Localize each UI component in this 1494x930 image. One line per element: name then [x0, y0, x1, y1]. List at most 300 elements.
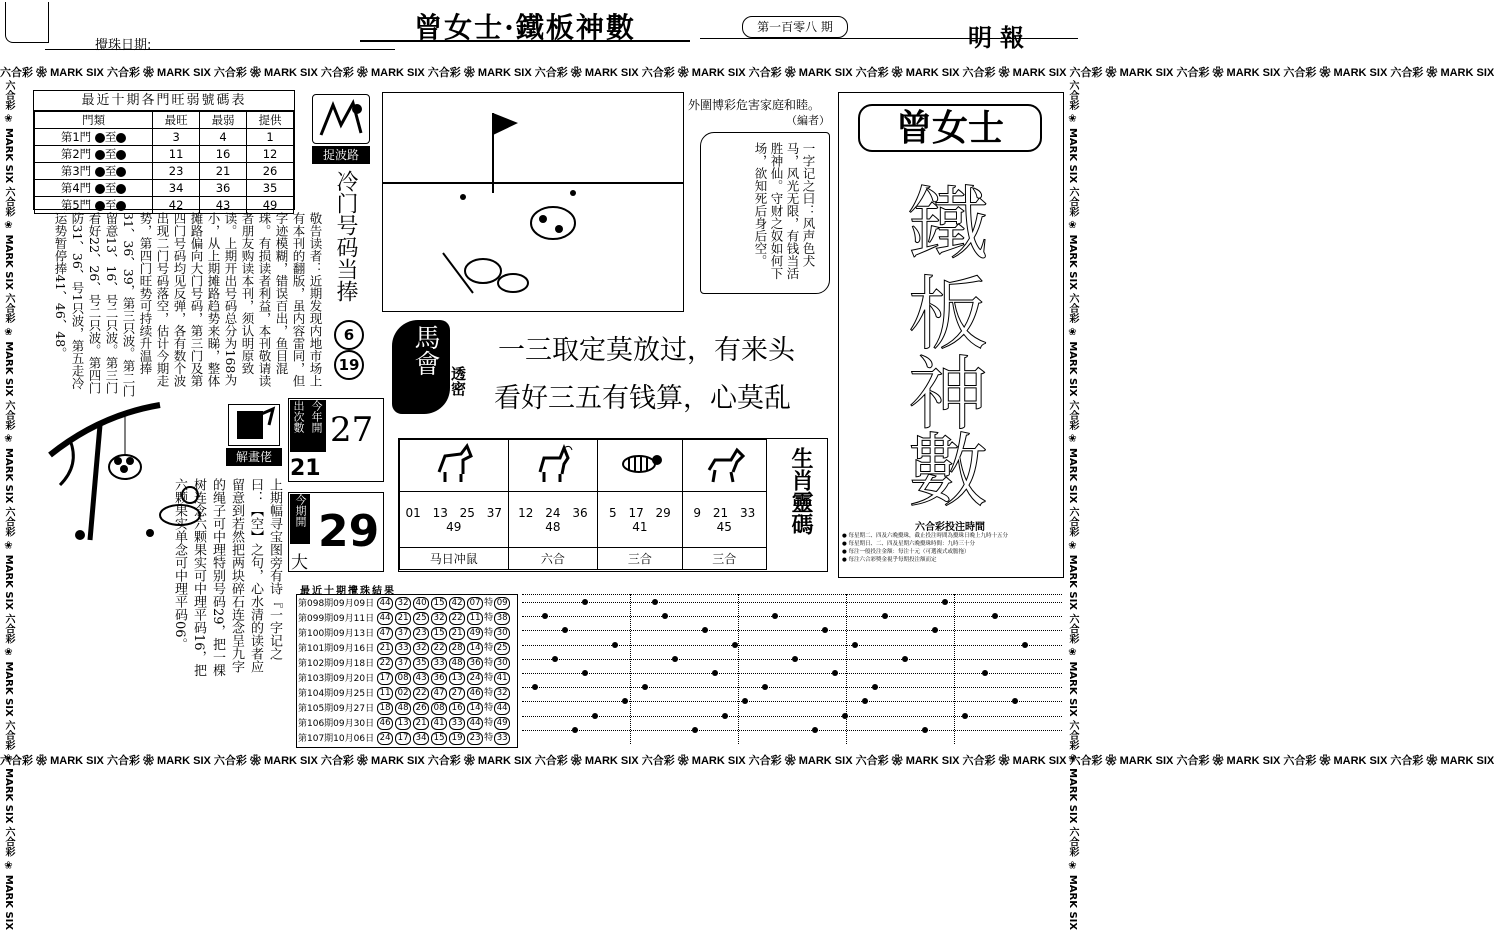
result-number: 21: [449, 627, 465, 640]
ball-icon: [116, 184, 126, 194]
horse-icon: [431, 442, 477, 486]
trend-dot: [922, 727, 928, 733]
editor-note: 外圍博彩危害家庭和睦。: [688, 98, 821, 112]
schedule-line: ● 每星期日、二、四及星期六晚攪珠時間：九時三十分: [842, 541, 976, 547]
special-label: 特: [484, 703, 494, 713]
special-label: 特: [484, 688, 494, 698]
stats-weak: 21: [200, 163, 247, 180]
result-number: 15: [431, 732, 447, 745]
result-number: 24: [467, 672, 483, 685]
trend-dot: [992, 613, 998, 619]
result-numbers: [375, 655, 512, 670]
stats-table: [34, 111, 294, 214]
trend-grid: [522, 586, 1062, 746]
title-char-3: 神: [908, 348, 988, 441]
stats-row: [35, 197, 294, 214]
special-label: 特: [484, 643, 494, 653]
result-number: 19: [449, 732, 465, 745]
zodiac-number: 37: [486, 505, 503, 520]
zodiac-number: 21: [712, 505, 729, 520]
trend-dot: [852, 642, 858, 648]
result-special: 30: [494, 627, 510, 640]
trend-dot: [662, 613, 668, 619]
result-number: 07: [467, 597, 483, 610]
ball-icon: [95, 133, 105, 143]
special-label: 特: [484, 673, 494, 683]
header-right-line: [700, 38, 1078, 39]
result-number: 44: [377, 612, 393, 625]
stats-row: [35, 180, 294, 197]
trend-row: [522, 687, 1062, 689]
trend-dot: [742, 698, 748, 704]
tiger-icon: [617, 442, 663, 486]
zodiac-icon-cell: [508, 440, 598, 492]
size-label: 大: [291, 553, 308, 573]
result-issue: 第103期09月20日: [298, 674, 375, 684]
trend-dot: [872, 684, 878, 690]
ball-icon: [95, 167, 105, 177]
result-number: 21: [377, 642, 393, 655]
trend-row: [522, 645, 1062, 647]
result-number: 11: [467, 612, 483, 625]
stats-header: 最旺: [153, 112, 200, 129]
range-label: 至: [104, 164, 117, 178]
trend-dot: [932, 627, 938, 633]
trend-dot: [792, 656, 798, 662]
stats-weak: 36: [200, 180, 247, 197]
trend-dot: [642, 684, 648, 690]
result-special: 32: [494, 687, 510, 700]
result-issue: 第100期09月13日: [298, 629, 375, 639]
result-number: 40: [413, 597, 429, 610]
zodiac-panel: [398, 438, 828, 572]
results-title: 最近十期攪珠結果: [300, 586, 396, 597]
result-number: 43: [413, 672, 429, 685]
zodiac-number: 17: [628, 505, 644, 520]
zodiac-number: 48: [545, 519, 561, 534]
schedule-title: 六合彩投注時間: [915, 522, 985, 533]
trend-dot: [1022, 642, 1028, 648]
year-draws-value: 27: [330, 410, 374, 450]
trend-dot: [672, 656, 678, 662]
result-special: 41: [494, 672, 510, 685]
result-row: [297, 595, 512, 610]
result-number: 26: [413, 702, 429, 715]
result-row: [297, 730, 512, 745]
zodiac-caption: 三合: [682, 548, 766, 570]
result-number: 17: [377, 672, 393, 685]
appear-label: 出次數: [290, 400, 308, 452]
result-special: 44: [494, 702, 510, 715]
ball-icon: [116, 133, 126, 143]
stats-door: [35, 129, 153, 146]
trend-dot: [862, 698, 868, 704]
zodiac-number: 9: [693, 505, 701, 520]
result-numbers: [375, 640, 512, 655]
poem-line-2: 看好三五有钱算，心莫乱: [494, 383, 791, 414]
result-number: 47: [377, 627, 393, 640]
zodiac-caption: 三合: [598, 548, 682, 570]
stats-door: [35, 180, 153, 197]
right-strip: 六合彩 ❀ MARK SIX 六合彩 ❀ MARK SIX 六合彩 ❀ MARK SIX 六合彩 ❀ MARK SIX 六合彩 ❀ MARK SIX 六合彩 ❀ MARK SIX 六合彩 ❀ MARK SIX 六合彩 ❀ MARK SIX: [1067, 80, 1078, 930]
zodiac-numbers: [598, 492, 682, 548]
result-special: 09: [494, 597, 510, 610]
range-label: 至: [104, 181, 117, 195]
result-special: 33: [494, 732, 510, 745]
trend-dot: [582, 670, 588, 676]
stats-row: [35, 146, 294, 163]
trend-dot: [612, 642, 618, 648]
result-number: 46: [377, 717, 393, 730]
stats-weak: 16: [200, 146, 247, 163]
trend-divider: [738, 594, 739, 744]
result-number: 13: [395, 717, 411, 730]
catch-wave-label: 捉波路: [312, 146, 370, 164]
horse-club-sub: 透密: [449, 366, 467, 396]
cold-number-2: 19: [334, 350, 364, 380]
zodiac-number: 41: [632, 519, 648, 534]
trend-dot: [842, 713, 848, 719]
trend-dot: [1012, 698, 1018, 704]
trend-dot: [572, 727, 578, 733]
trend-dot: [692, 727, 698, 733]
stats-hot: 3: [153, 129, 200, 146]
result-number: 37: [395, 657, 411, 670]
result-number: 32: [431, 612, 447, 625]
stats-hot: 11: [153, 146, 200, 163]
issue-number: 第一百零八 期: [742, 16, 848, 38]
result-issue: 第107期10月06日: [298, 734, 375, 744]
zodiac-number: 5: [608, 505, 617, 520]
result-issue: 第101期09月16日: [298, 644, 375, 654]
stats-door: [35, 146, 153, 163]
ball-icon: [116, 201, 126, 211]
trend-dot: [712, 670, 718, 676]
result-number: 48: [449, 657, 465, 670]
result-row: [297, 715, 512, 730]
stats-row: [35, 129, 294, 146]
stats-weak: 43: [200, 197, 247, 214]
page-title: 曾女士·鐵板神數: [360, 6, 690, 42]
result-issue: 第102期09月18日: [298, 659, 375, 669]
door-label: 第4門: [60, 181, 92, 195]
result-number: 14: [467, 642, 483, 655]
trend-dot: [812, 727, 818, 733]
draw-date-label: 攪珠日期:: [95, 38, 152, 53]
result-numbers: [375, 625, 512, 640]
special-label: 特: [484, 658, 494, 668]
stats-header: 最弱: [200, 112, 247, 129]
result-number: 27: [449, 687, 465, 700]
riddle-icon: [228, 404, 280, 446]
zodiac-number: 33: [739, 505, 756, 520]
trend-dot: [582, 599, 588, 605]
result-issue: 第104期09月25日: [298, 689, 375, 699]
trend-dot: [822, 627, 828, 633]
result-number: 22: [431, 642, 447, 655]
stats-row: [35, 163, 294, 180]
zodiac-side-label: 生肖靈碼: [788, 447, 814, 535]
trend-dot: [542, 613, 548, 619]
zodiac-number: 01: [405, 505, 421, 520]
stats-offer: 26: [247, 163, 294, 180]
result-number: 36: [467, 657, 483, 670]
result-row: [297, 670, 512, 685]
trend-dot: [722, 713, 728, 719]
trend-divider: [630, 594, 631, 744]
result-number: 14: [467, 702, 483, 715]
result-number: 21: [413, 717, 429, 730]
trend-dot: [532, 684, 538, 690]
title-char-4: 數: [908, 425, 988, 518]
cold-number-headline: 冷门号码当捧: [333, 170, 358, 302]
trend-dot: [592, 713, 598, 719]
ball-icon: [95, 184, 105, 194]
top-strip: 六合彩 ❀ MARK SIX 六合彩 ❀ MARK SIX 六合彩 ❀ MARK SIX 六合彩 ❀ MARK SIX 六合彩 ❀ MARK SIX 六合彩 ❀ MARK SIX 六合彩 ❀ MARK SIX 六合彩 ❀ MARK SIX 六合彩 ❀ MARK SIX 六合彩 ❀ MARK SIX 六合彩 ❀ MARK SIX 六合彩 ❀ MARK SIX 六合彩 ❀ MARK SIX 六合彩 ❀ MARK SIX: [0, 67, 1494, 79]
stats-door: [35, 197, 153, 214]
scroll-poem: 一字记之曰：风声色犬马，风光无限，有钱当活胜神仙。守财之奴如何下场，欲知死后身后空。: [753, 142, 816, 280]
poem-line-1: 一三取定莫放过，有来头: [498, 335, 795, 366]
left-strip: 六合彩 ❀ MARK SIX 六合彩 ❀ MARK SIX 六合彩 ❀ MARK SIX 六合彩 ❀ MARK SIX 六合彩 ❀ MARK SIX 六合彩 ❀ MARK SIX 六合彩 ❀ MARK SIX 六合彩 ❀ MARK SIX: [3, 80, 14, 930]
cold-number-1: 6: [334, 320, 364, 350]
this-issue-label: 今期開: [290, 494, 310, 544]
trend-dot: [652, 599, 658, 605]
result-number: 17: [395, 732, 411, 745]
result-row: [297, 625, 512, 640]
horse-club-label: 馬會: [410, 324, 440, 376]
result-number: 33: [449, 717, 465, 730]
range-label: 至: [104, 198, 117, 212]
riddle-text: 上期幅寻宝图旁有诗『一字记之曰：【空】之句，心水清的读者应留意到若然把两块碎石连念呈九字的绳子可中理特别号码29，把一棵树连念六颗果实可中理平码16，把六颗果实单念可中理平码06。: [172, 478, 282, 677]
result-number: 16: [449, 702, 465, 715]
year-draws-label: 今年開: [308, 400, 326, 452]
result-number: 42: [449, 597, 465, 610]
brand-logo: 明報: [968, 23, 1032, 52]
stats-hot: 42: [153, 197, 200, 214]
result-row: [297, 655, 512, 670]
stats-table-box: [33, 90, 295, 210]
trend-row: [522, 630, 1062, 632]
stats-door: [35, 163, 153, 180]
zodiac-number: 24: [545, 505, 561, 520]
result-numbers: [375, 730, 512, 745]
trend-row: [522, 602, 1062, 604]
result-number: 33: [395, 642, 411, 655]
zodiac-icon-cell: [598, 440, 682, 492]
trend-divider: [954, 594, 955, 744]
result-numbers: [375, 610, 512, 625]
trend-row: [522, 701, 1062, 703]
zodiac-number: 13: [432, 505, 448, 520]
ball-icon: [95, 201, 105, 211]
trend-dot: [562, 627, 568, 633]
trend-row: [522, 716, 1062, 718]
special-label: 特: [484, 718, 494, 728]
result-number: 11: [377, 687, 393, 700]
result-number: 21: [395, 612, 411, 625]
riddle-label: 解畫佬: [226, 448, 282, 466]
stats-hot: 23: [153, 163, 200, 180]
trend-dot: [732, 642, 738, 648]
door-label: 第3門: [60, 164, 92, 178]
results-table: [297, 595, 512, 745]
result-number: 46: [467, 687, 483, 700]
result-number: 15: [431, 597, 447, 610]
trend-dot: [832, 670, 838, 676]
right-panel-name: 曾女士: [858, 104, 1042, 152]
result-special: 30: [494, 657, 510, 670]
door-label: 第2門: [60, 147, 92, 161]
editor-sign: （編者）: [786, 114, 830, 127]
this-issue-value: 29: [318, 506, 380, 557]
zodiac-number: 45: [716, 519, 732, 534]
result-row: [297, 700, 512, 715]
trend-dot: [552, 656, 558, 662]
range-label: 至: [104, 130, 117, 144]
schedule-line: ● 每注六合彩獎金視乎每期投注額而定: [842, 557, 937, 563]
trend-dot: [942, 599, 948, 605]
result-number: 28: [449, 642, 465, 655]
result-issue: 第098期09月09日: [298, 599, 375, 609]
zodiac-number: 25: [459, 505, 475, 520]
catch-wave-icon: [312, 94, 370, 144]
door-label: 第5門: [60, 198, 92, 212]
result-number: 23: [467, 732, 483, 745]
result-number: 48: [395, 702, 411, 715]
trend-row: [522, 730, 1062, 732]
result-number: 47: [431, 687, 447, 700]
result-special: 25: [494, 642, 510, 655]
ball-icon: [116, 150, 126, 160]
schedule-list: [842, 532, 1058, 564]
corner-tab: [5, 2, 49, 43]
result-number: 32: [395, 597, 411, 610]
stats-header-row: [35, 112, 294, 129]
result-row: [297, 640, 512, 655]
stats-offer: 12: [247, 146, 294, 163]
stats-weak: 4: [200, 129, 247, 146]
result-number: 25: [413, 612, 429, 625]
stats-offer: 1: [247, 129, 294, 146]
result-number: 08: [431, 702, 447, 715]
ball-icon: [95, 150, 105, 160]
zodiac-number: 12: [518, 505, 534, 520]
door-label: 第1門: [60, 130, 92, 144]
zodiac-icon-cell: [682, 440, 766, 492]
special-label: 特: [484, 613, 494, 623]
schedule-line: ● 每星期二、四及六晚攪珠，截止投注時間為攪珠日晚上九時十五分: [842, 533, 1009, 539]
result-number: 33: [431, 657, 447, 670]
result-number: 18: [377, 702, 393, 715]
appear-value: 21: [290, 456, 321, 481]
result-numbers: [375, 595, 512, 610]
map-illustration: [382, 92, 684, 312]
zodiac-numbers: [400, 492, 509, 548]
stats-offer: 35: [247, 180, 294, 197]
result-number: 36: [431, 672, 447, 685]
title-char-1: 鐵: [908, 178, 988, 271]
stats-hot: 34: [153, 180, 200, 197]
trend-dot: [962, 713, 968, 719]
result-numbers: [375, 715, 512, 730]
result-row: [297, 685, 512, 700]
stats-header: 提供: [247, 112, 294, 129]
trend-dot: [622, 698, 628, 704]
result-special: 38: [494, 612, 510, 625]
stats-offer: 49: [247, 197, 294, 214]
trend-dot: [882, 613, 888, 619]
trend-row: [522, 673, 1062, 675]
zodiac-number: 29: [655, 505, 671, 520]
trend-dot: [772, 613, 778, 619]
result-number: 44: [467, 717, 483, 730]
trend-dot: [982, 670, 988, 676]
ball-icon: [116, 167, 126, 177]
zodiac-number: 49: [446, 519, 462, 534]
result-number: 35: [413, 657, 429, 670]
special-label: 特: [484, 733, 494, 743]
stats-header: 門類: [35, 112, 153, 129]
trend-dot: [762, 684, 768, 690]
special-label: 特: [484, 628, 494, 638]
result-number: 02: [395, 687, 411, 700]
dog-icon: [701, 442, 747, 486]
zodiac-caption: 六合: [508, 548, 598, 570]
result-numbers: [375, 670, 512, 685]
range-label: 至: [104, 147, 117, 161]
result-number: 41: [431, 717, 447, 730]
result-number: 49: [467, 627, 483, 640]
trend-top-dots: [522, 586, 1062, 595]
goat-icon: [530, 442, 576, 486]
result-numbers: [375, 700, 512, 715]
result-numbers: [375, 685, 512, 700]
title-char-2: 板: [908, 268, 988, 361]
results-box: [296, 594, 518, 748]
zodiac-caption: 马日冲鼠: [400, 548, 509, 570]
stats-table-title: 最近十期各門旺弱號碼表: [34, 91, 294, 111]
zodiac-icon-cell: [400, 440, 509, 492]
zodiac-numbers: [508, 492, 598, 548]
result-number: 24: [377, 732, 393, 745]
result-number: 15: [431, 627, 447, 640]
result-number: 34: [413, 732, 429, 745]
notice-text: 敬告读者：近期发现内地市场上有本刊的翻版，虽内容雷同，但字迹模糊，错误百出，鱼目混珠。有损读者利益，本刊敬请读者朋友购读本刊，须认明原致读。上期开出号码总分为168为小，从上期摊路趋势来睇，整体摊路偏向大门号码，第三门及第四门号码均见反弹，各有数个波出现二门号码落空，估计今期走势，第四门旺势可持续升温捧31、36、39，第三只波。第二门留意13、16、号二只波。第三门看好22、26、号二只波。第四门防31、36、号1只波，第五走冷运势暂停捧41、46、48。: [53, 212, 323, 398]
result-number: 44: [377, 597, 393, 610]
result-issue: 第099期09月11日: [298, 614, 375, 624]
special-label: 特: [484, 598, 494, 608]
result-number: 22: [449, 612, 465, 625]
trend-dot: [702, 627, 708, 633]
zodiac-numbers: [682, 492, 766, 548]
trend-dot: [902, 656, 908, 662]
result-number: 22: [413, 687, 429, 700]
trend-row: [522, 616, 1062, 618]
result-issue: 第105期09月27日: [298, 704, 375, 714]
result-issue: 第106期09月30日: [298, 719, 375, 729]
bottom-strip: 六合彩 ❀ MARK SIX 六合彩 ❀ MARK SIX 六合彩 ❀ MARK SIX 六合彩 ❀ MARK SIX 六合彩 ❀ MARK SIX 六合彩 ❀ MARK SIX 六合彩 ❀ MARK SIX 六合彩 ❀ MARK SIX 六合彩 ❀ MARK SIX 六合彩 ❀ MARK SIX 六合彩 ❀ MARK SIX 六合彩 ❀ MARK SIX 六合彩 ❀ MARK SIX 六合彩 ❀ MARK SIX: [0, 755, 1494, 767]
result-number: 08: [395, 672, 411, 685]
zodiac-table: [399, 439, 767, 570]
result-special: 49: [494, 717, 510, 730]
result-row: [297, 610, 512, 625]
result-number: 22: [377, 657, 393, 670]
result-number: 23: [413, 627, 429, 640]
result-number: 37: [395, 627, 411, 640]
result-number: 32: [413, 642, 429, 655]
zodiac-number: 36: [572, 505, 588, 520]
result-number: 13: [449, 672, 465, 685]
